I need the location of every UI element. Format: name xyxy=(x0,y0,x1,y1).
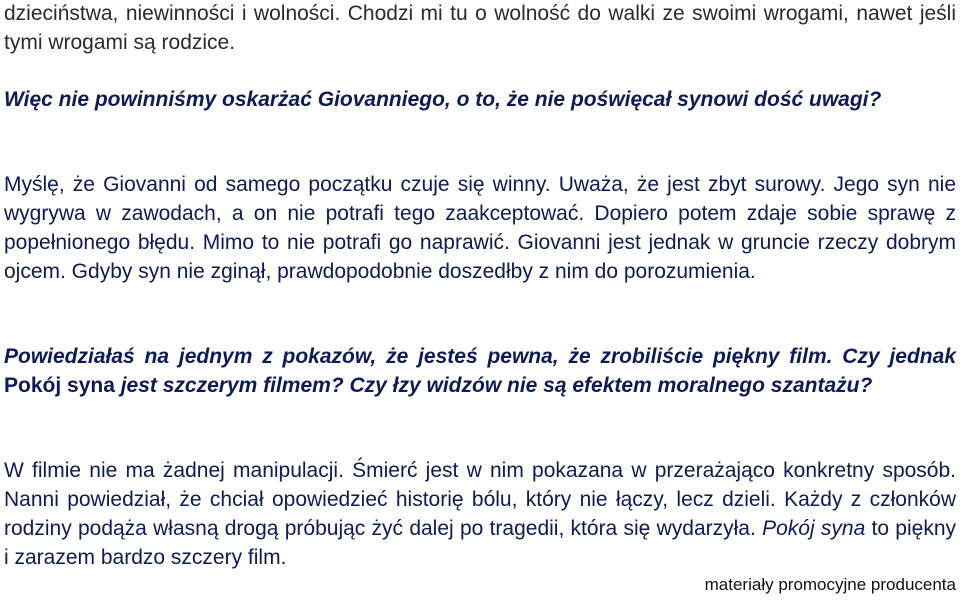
question-text-start: Powiedziałaś na jednym z pokazów, że jesteś pewna, że zrobiliście piękny film. Czy jednak xyxy=(4,345,956,368)
paragraph-question-2 xyxy=(4,342,956,400)
question-text-end: jest szczerym filmem? Czy łzy widzów nie są efektem moralnego szantażu? xyxy=(114,374,873,397)
film-title: Pokój syna xyxy=(762,517,866,540)
paragraph-answer-3 xyxy=(4,456,956,572)
paragraph-answer-2: Myślę, że Giovanni od samego początku czuje się winny. Uważa, że jest zbyt surowy. Jego syn nie wygrywa w zawodach, a on nie potrafi tego zaakceptować. Dopiero potem zdaje sobie sprawę z popełnionego błędu. Mimo to nie potrafi go naprawić. Giovanni jest jednak w gruncie rzeczy dobrym ojcem. Gdyby syn nie zginął, prawdopodobnie doszedłby z nim do porozumienia. xyxy=(4,173,956,283)
photo-credit: materiały promocyjne producenta xyxy=(704,575,956,594)
paragraph-answer-1: dzieciństwa, niewinności i wolności. Chodzi mi tu o wolność do walki ze swoimi wrogami, nawet jeśli tymi wrogami są rodzice. xyxy=(4,2,956,54)
film-title: Pokój syna xyxy=(4,374,115,397)
answer-text-start: W filmie nie ma żadnej manipulacji. Śmierć jest w nim pokazana w przerażająco konkretny sposób. Nanni powiedział, że chciał opowiedzieć historię bólu, który nie łączy, lecz dzieli. Każdy z członków rodziny podąża własną drogą próbując żyć dalej po tragedii, która się wydarzyła. xyxy=(4,459,956,540)
answer-text-end: to piękny i zarazem bardzo szczery film. xyxy=(4,517,956,569)
paragraph-question-1: Więc nie powinniśmy oskarżać Giovanniego, o to, że nie poświęcał synowi dość uwagi? xyxy=(4,88,882,111)
